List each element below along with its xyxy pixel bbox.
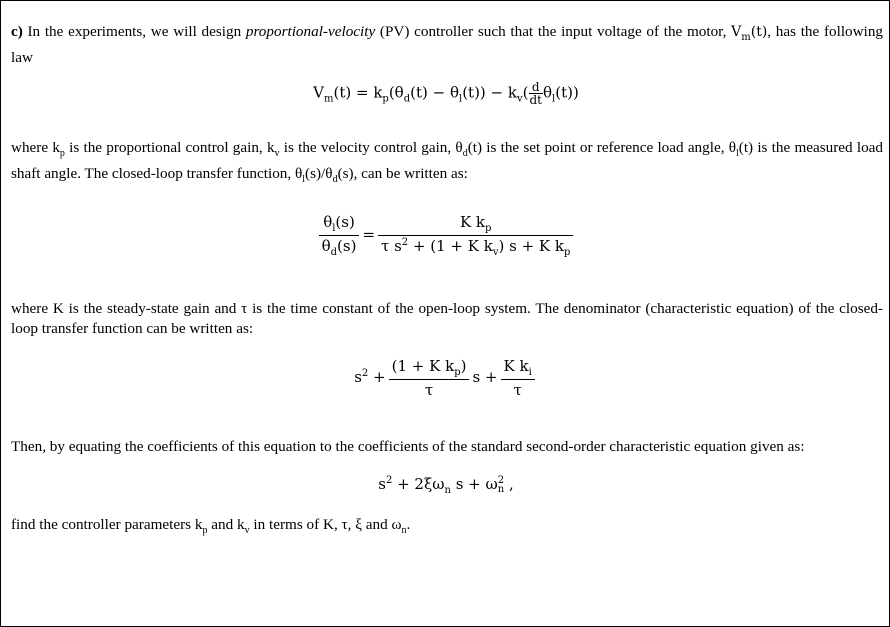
intro-text-3: , has the following law	[11, 23, 884, 66]
derivative-fraction: $\frac{d}{dt}$	[529, 80, 543, 107]
part-label: c)	[11, 23, 23, 40]
tf-lhs-fraction: $\frac{\theta_l(s)}{\theta_d(s)}$	[319, 213, 360, 258]
gain-description-paragraph: where K is the steady-state gain and τ is the time constant of the open-loop system. The denominator (characteristic equation) of the closed-loop transfer function can be written as:	[11, 300, 883, 337]
vm-symbol: $V_m(t)$	[731, 24, 768, 43]
equals-sign: =	[362, 225, 376, 244]
char-eq-fraction-2: $\frac{K k_i}{\tau}$	[501, 357, 535, 399]
emphasis-term: proportional-velocity	[245, 23, 376, 40]
transfer-function-equation	[1, 213, 890, 258]
standard-second-order-equation: $s^2 + 2\xi\omega_n$ s + ω 2 n ,	[378, 475, 514, 496]
characteristic-equation: $s^2$ + $\frac{(1 + K k_p)}{\tau}$ s + $\frac{K k_i}{\tau}$	[1, 357, 890, 399]
definitions-paragraph: where $k_p$ is the proportional control gain, $k_v$ is the velocity control gain, $\theta_d(t)$ is the set point or reference load angle, $\theta_l(t)$ is the measured load shaft angle. The closed-loop transfer function, $\theta_l(s)/\theta_d(s)$, can be written as:	[11, 139, 884, 186]
intro-paragraph	[11, 22, 883, 68]
task-paragraph: find the controller parameters $k_p$ and $k_v$ in terms of K, τ, ξ and $\omega_n$.	[11, 516, 411, 537]
intro-text-1: In the experiments, we will design	[22, 23, 246, 40]
intro-text-2: (PV) controller such that the input voltage of the motor,	[375, 23, 732, 40]
control-law-equation: $V_m(t) = k_p(\theta_d(t) - \theta_l(t)) - k_v$( $\frac{d}{dt}$ $\theta_l(t)$)	[313, 80, 579, 107]
tf-rhs-fraction: $\frac{K k_p}{\tau s^2 + (1 + K k_v) s + K k_p}$	[378, 213, 573, 258]
char-eq-fraction-1: $\frac{(1 + K k_p)}{\tau}$	[389, 357, 470, 399]
equating-paragraph: Then, by equating the coefficients of this equation to the coefficients of the standard second-order characteristic equation given as:	[11, 438, 805, 455]
